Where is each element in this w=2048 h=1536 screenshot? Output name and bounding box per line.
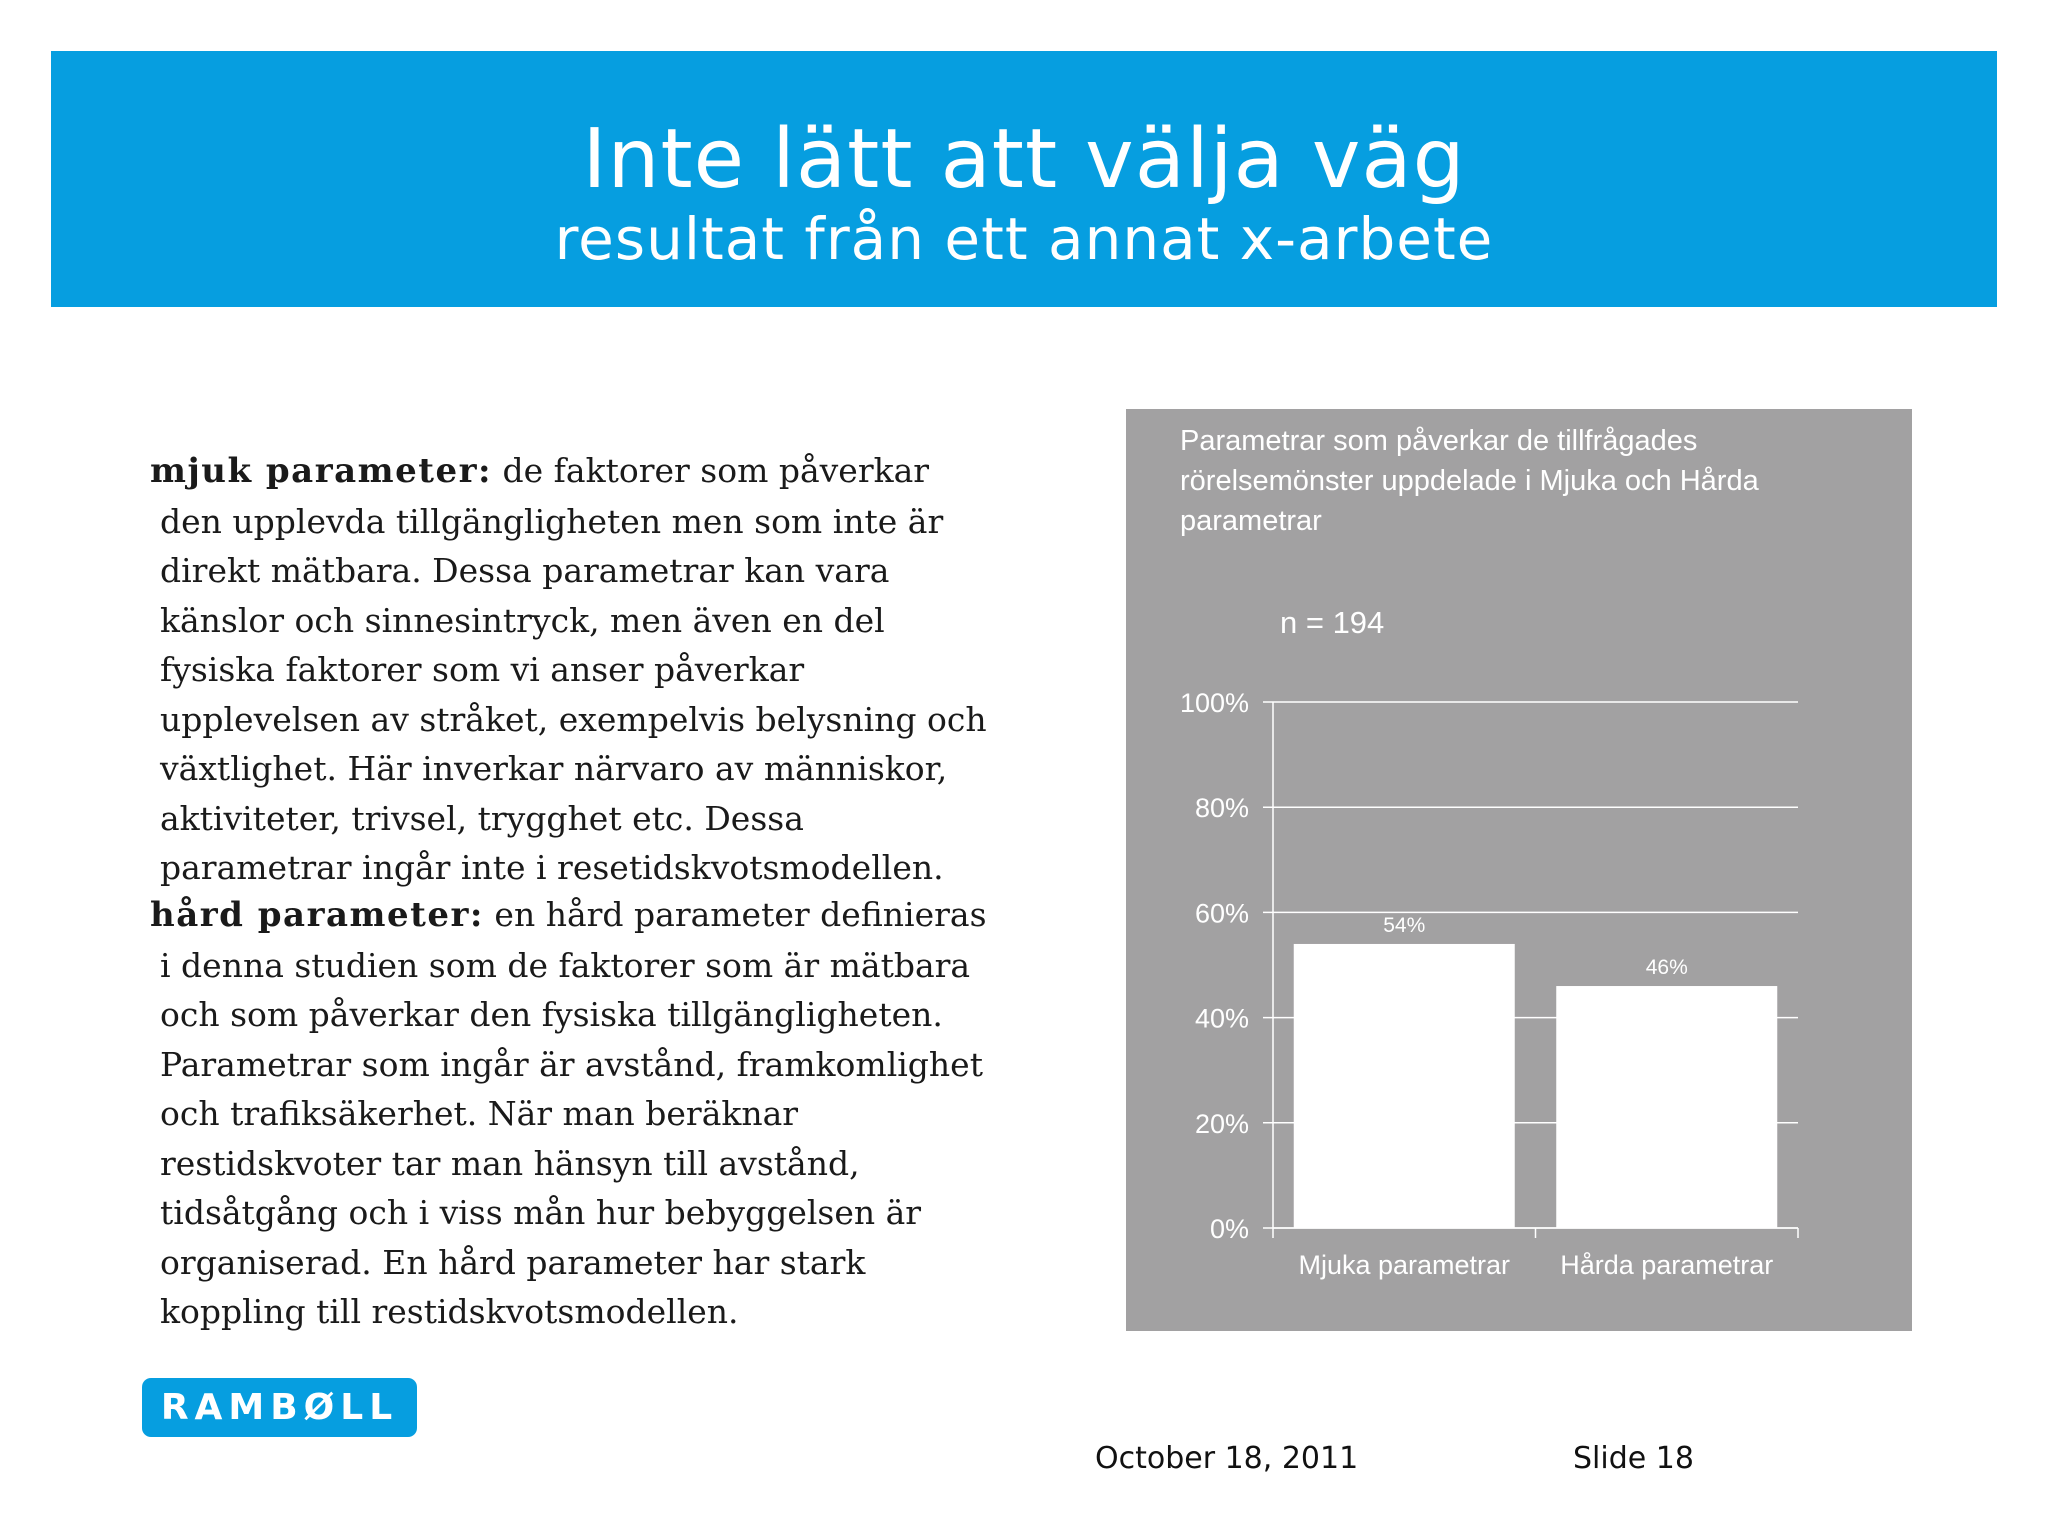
bar-chart (1126, 409, 1912, 1331)
hard-parameter-text: en hård parameter definieras i denna studien som de faktorer som är mätbara och som påverkar den fysiska tillgängligheten. Parametrar som ingår är avstånd, framkomlighet och trafiksäkerhet. När man beräknar restidskvoter tar man hänsyn till avstånd, tidsåtgång och i viss mån hur bebyggelsen är organiserad. En hård parameter har stark koppling till restidskvotsmodellen. (160, 895, 987, 1331)
bar (1556, 986, 1777, 1228)
data-label: 54% (1383, 913, 1426, 937)
y-tick-label: 80% (1194, 793, 1249, 824)
y-tick-label: 20% (1194, 1108, 1249, 1139)
hard-parameter-definition (150, 890, 990, 1337)
slide-title: Inte lätt att välja väg (582, 112, 1466, 207)
soft-parameter-definition (150, 446, 990, 893)
soft-parameter-term: mjuk parameter: (150, 451, 493, 491)
hard-parameter-term: hård parameter: (150, 895, 484, 935)
x-category-label: Hårda parametrar (1560, 1250, 1774, 1280)
chart-plot (1126, 409, 1912, 1331)
footer-slide-number: Slide 18 (1573, 1441, 1694, 1476)
ramboll-logo: RAMBØLL (142, 1378, 417, 1437)
soft-parameter-text: de faktorer som påverkar den upplevda tillgängligheten men som inte är direkt mätbara. Dessa parametrar kan vara känslor och sinnesintryck, men även en del fysiska faktorer som vi anser påverkar upplevelsen av stråket, exempelvis belysning och växtlighet. Här inverkar närvaro av människor, aktiviteter, trivsel, trygghet etc. Dessa parametrar ingår inte i resetidskvotsmodellen. (160, 451, 987, 887)
y-tick-label: 60% (1194, 898, 1249, 929)
data-label: 46% (1645, 956, 1688, 980)
bar (1294, 944, 1515, 1228)
x-category-label: Mjuka parametrar (1298, 1250, 1511, 1280)
chart-title: Parametrar som påverkar de tillfrågades rörelsemönster uppdelade i Mjuka och Hårda parametrar (1180, 425, 1759, 537)
slide-subtitle: resultat från ett annat x-arbete (554, 205, 1494, 273)
y-tick-label: 100% (1179, 688, 1249, 718)
footer-date: October 18, 2011 (1095, 1441, 1359, 1476)
chart-sample-size: n = 194 (1280, 605, 1385, 640)
y-tick-label: 0% (1209, 1214, 1249, 1244)
y-tick-label: 40% (1194, 1003, 1249, 1034)
